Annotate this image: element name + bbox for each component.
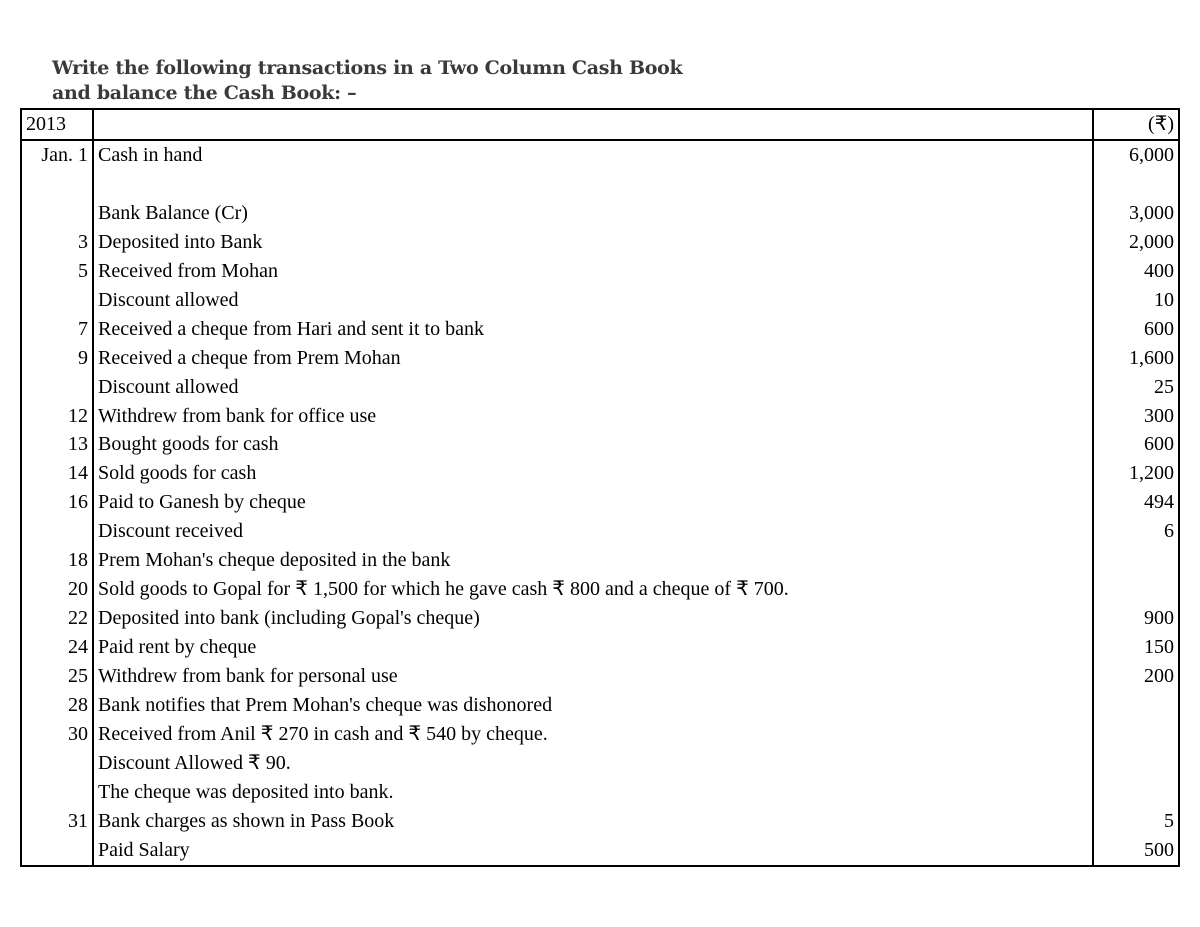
date-cell: 9 <box>21 344 93 373</box>
date-cell <box>21 778 93 807</box>
date-cell: 20 <box>21 575 93 604</box>
particulars-cell: Cash in hand <box>93 140 1093 170</box>
title-line-1: Write the following transactions in a Two Column Cash Book <box>52 57 683 79</box>
particulars-cell: Bank notifies that Prem Mohan's cheque was dishonored <box>93 691 1093 720</box>
table-row <box>21 749 1179 778</box>
date-cell <box>21 836 93 866</box>
particulars-cell: Deposited into bank (including Gopal's cheque) <box>93 604 1093 633</box>
date-cell: 25 <box>21 662 93 691</box>
particulars-cell: Deposited into Bank <box>93 228 1093 257</box>
amount-cell: 494 <box>1093 488 1179 517</box>
amount-cell: 5 <box>1093 807 1179 836</box>
particulars-cell: Prem Mohan's cheque deposited in the bank <box>93 546 1093 575</box>
date-cell: 5 <box>21 257 93 286</box>
amount-cell: 3,000 <box>1093 199 1179 228</box>
particulars-cell: Paid rent by cheque <box>93 633 1093 662</box>
date-cell: 16 <box>21 488 93 517</box>
particulars-cell: Withdrew from bank for office use <box>93 402 1093 431</box>
amount-cell: 6,000 <box>1093 140 1179 170</box>
date-cell <box>21 170 93 199</box>
table-row <box>21 662 1179 691</box>
date-cell: 3 <box>21 228 93 257</box>
particulars-cell: Received from Mohan <box>93 257 1093 286</box>
amount-cell <box>1093 546 1179 575</box>
table-row <box>21 315 1179 344</box>
table-row <box>21 199 1179 228</box>
particulars-cell: Discount received <box>93 517 1093 546</box>
date-cell: 31 <box>21 807 93 836</box>
date-cell <box>21 749 93 778</box>
particulars-cell: Bank Balance (Cr) <box>93 199 1093 228</box>
particulars-cell <box>93 170 1093 199</box>
particulars-cell: Discount allowed <box>93 373 1093 402</box>
table-row <box>21 286 1179 315</box>
table-row <box>21 517 1179 546</box>
amount-cell: 900 <box>1093 604 1179 633</box>
particulars-cell: Paid Salary <box>93 836 1093 866</box>
amount-cell: 1,600 <box>1093 344 1179 373</box>
date-cell <box>21 286 93 315</box>
amount-cell: 200 <box>1093 662 1179 691</box>
date-cell: 30 <box>21 720 93 749</box>
particulars-cell: The cheque was deposited into bank. <box>93 778 1093 807</box>
table-row <box>21 604 1179 633</box>
date-cell: 12 <box>21 402 93 431</box>
title-line-2: and balance the Cash Book: – <box>52 82 357 104</box>
year-header: 2013 <box>21 109 93 140</box>
particulars-cell: Withdrew from bank for personal use <box>93 662 1093 691</box>
table-row <box>21 546 1179 575</box>
table-row <box>21 459 1179 488</box>
table-row <box>21 633 1179 662</box>
amount-cell: 300 <box>1093 402 1179 431</box>
amount-cell <box>1093 720 1179 749</box>
table-row <box>21 228 1179 257</box>
particulars-cell: Received from Anil ₹ 270 in cash and ₹ 540 by cheque. <box>93 720 1093 749</box>
table-row <box>21 344 1179 373</box>
amount-cell <box>1093 778 1179 807</box>
particulars-cell: Bought goods for cash <box>93 430 1093 459</box>
table-row <box>21 170 1179 199</box>
particulars-cell: Discount Allowed ₹ 90. <box>93 749 1093 778</box>
table-row <box>21 836 1179 866</box>
amount-cell: 10 <box>1093 286 1179 315</box>
amount-cell: 2,000 <box>1093 228 1179 257</box>
table-row <box>21 402 1179 431</box>
date-cell <box>21 199 93 228</box>
amount-cell: 600 <box>1093 315 1179 344</box>
amount-header: (₹) <box>1093 109 1179 140</box>
header-row <box>21 109 1179 140</box>
table-row <box>21 488 1179 517</box>
table-row <box>21 720 1179 749</box>
date-cell: 18 <box>21 546 93 575</box>
amount-cell: 1,200 <box>1093 459 1179 488</box>
amount-cell: 600 <box>1093 430 1179 459</box>
amount-cell <box>1093 691 1179 720</box>
amount-cell: 6 <box>1093 517 1179 546</box>
particulars-cell: Received a cheque from Prem Mohan <box>93 344 1093 373</box>
table-row <box>21 575 1179 604</box>
date-cell <box>21 373 93 402</box>
particulars-cell: Discount allowed <box>93 286 1093 315</box>
date-cell <box>21 517 93 546</box>
question-title <box>52 56 682 106</box>
transactions-table <box>20 108 1180 867</box>
table-row <box>21 691 1179 720</box>
date-cell: 28 <box>21 691 93 720</box>
table-row <box>21 430 1179 459</box>
date-cell: 24 <box>21 633 93 662</box>
date-cell: Jan. 1 <box>21 140 93 170</box>
table-row <box>21 807 1179 836</box>
date-cell: 7 <box>21 315 93 344</box>
date-cell: 14 <box>21 459 93 488</box>
amount-cell <box>1093 575 1179 604</box>
table-row <box>21 257 1179 286</box>
table-row <box>21 140 1179 170</box>
particulars-header <box>93 109 1093 140</box>
amount-cell: 150 <box>1093 633 1179 662</box>
amount-cell: 25 <box>1093 373 1179 402</box>
particulars-cell: Sold goods for cash <box>93 459 1093 488</box>
particulars-cell: Bank charges as shown in Pass Book <box>93 807 1093 836</box>
amount-cell <box>1093 170 1179 199</box>
date-cell: 22 <box>21 604 93 633</box>
amount-cell: 500 <box>1093 836 1179 866</box>
table-row <box>21 373 1179 402</box>
amount-cell <box>1093 749 1179 778</box>
particulars-cell: Sold goods to Gopal for ₹ 1,500 for which he gave cash ₹ 800 and a cheque of ₹ 700. <box>93 575 1093 604</box>
amount-cell: 400 <box>1093 257 1179 286</box>
date-cell: 13 <box>21 430 93 459</box>
particulars-cell: Received a cheque from Hari and sent it to bank <box>93 315 1093 344</box>
table-row <box>21 778 1179 807</box>
particulars-cell: Paid to Ganesh by cheque <box>93 488 1093 517</box>
